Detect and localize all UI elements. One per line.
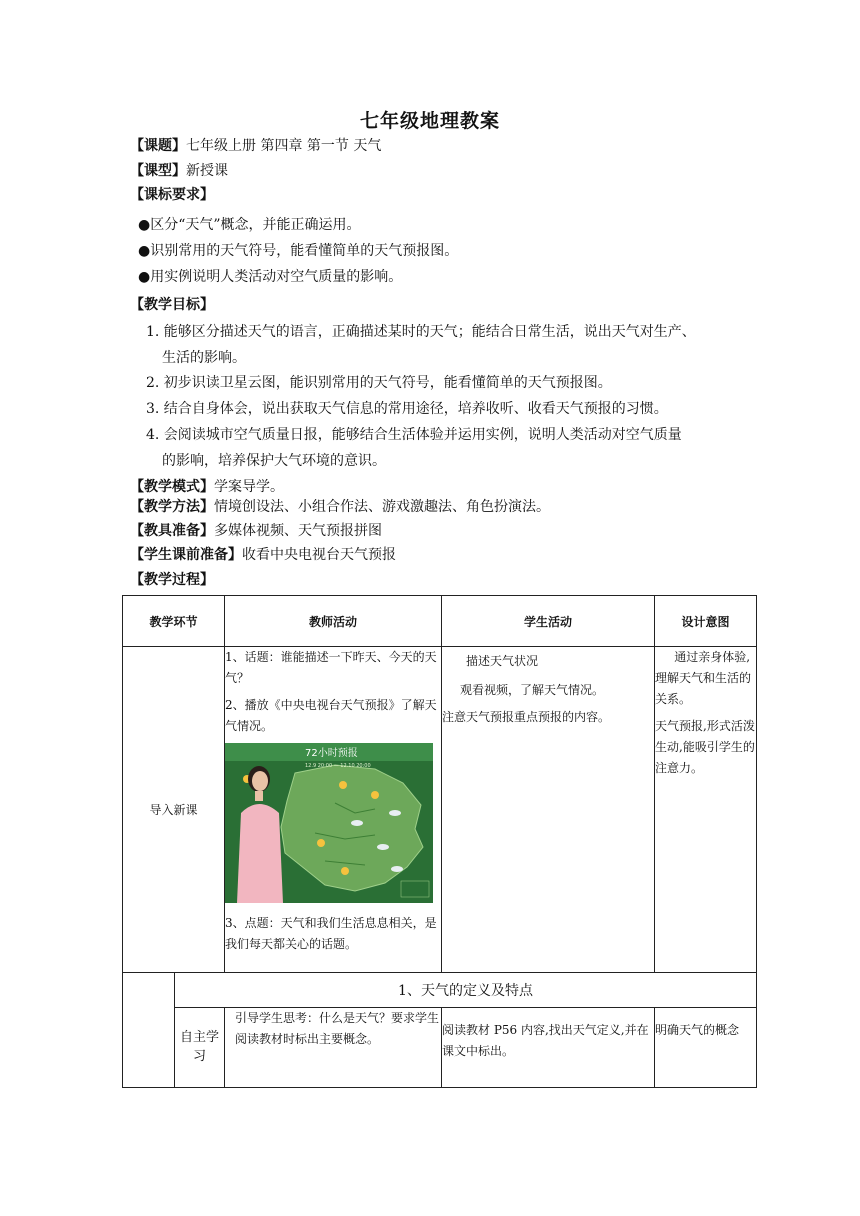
standard-item: ●用实例说明人类活动对空气质量的影响。 — [138, 269, 403, 285]
standard-item: ●识别常用的天气符号，能看懂简单的天气预报图。 — [138, 243, 459, 259]
image-subcaption: 12.9 20:00 — 12.10 20:00 — [305, 763, 371, 769]
mode-line: 【教学模式】学案导学。 — [130, 479, 284, 495]
objectives-heading: 【教学目标】 — [130, 297, 214, 313]
type-line — [130, 162, 228, 180]
design-intent-cell: 通过亲身体验,理解天气和生活的关系。 天气预报,形式活泼生动,能吸引学生的注意力。 — [655, 647, 757, 973]
standards-heading: 【课标要求】 — [130, 187, 214, 203]
topic-value: 七年级上册 第四章 第一节 天气 — [186, 138, 382, 154]
method-line: 【教学方法】情境创设法、小组合作法、游戏激趣法、角色扮演法。 — [130, 499, 550, 515]
header-stage: 教学环节 — [123, 596, 225, 647]
teaching-process-table — [122, 595, 757, 1088]
design-intent-cell: 明确天气的概念 — [655, 1008, 757, 1088]
sub-stage-label: 自主学习 — [175, 1008, 225, 1088]
section-title-row — [123, 973, 757, 1008]
table-header-row — [123, 596, 757, 647]
header-student: 学生活动 — [442, 596, 655, 647]
objective-item: 2. 初步识读卫星云图，能识别常用的天气符号，能看懂简单的天气预报图。 — [146, 375, 612, 391]
objective-item: 4. 会阅读城市空气质量日报，能够结合生活体验并运用实例，说明人类活动对空气质量 的影响，培养保护大气环境的意识。 — [146, 427, 682, 469]
type-value: 新授课 — [186, 163, 228, 179]
stage-cell: 导入新课 — [123, 647, 225, 973]
tools-line: 【教具准备】多媒体视频、天气预报拼图 — [130, 523, 382, 539]
process-heading: 【教学过程】 — [130, 572, 214, 588]
topic-label: 【课题】 — [130, 138, 186, 154]
standard-item: ●区分“天气”概念，并能正确运用。 — [138, 217, 361, 233]
prep-line: 【学生课前准备】收看中央电视台天气预报 — [130, 547, 396, 563]
table-row — [123, 1008, 757, 1088]
header-teacher: 教师活动 — [225, 596, 442, 647]
student-activity-cell: 描述天气状况 观看视频，了解天气情况。 注意天气预报重点预报的内容。 — [442, 647, 655, 973]
table-row — [123, 647, 757, 973]
topic-line — [130, 137, 381, 155]
student-activity-cell: 阅读教材 P56 内容,找出天气定义,并在课文中标出。 — [442, 1008, 655, 1088]
document-title: 七年级地理教案 — [359, 110, 500, 132]
type-label: 【课型】 — [130, 163, 186, 179]
teacher-activity-cell: 引导学生思考：什么是天气？要求学生阅读教材时标出主要概念。 — [225, 1008, 442, 1088]
objective-item: 1. 能够区分描述天气的语言，正确描述某时的天气；能结合日常生活，说出天气对生产、 生活的影响。 — [146, 324, 696, 366]
teacher-activity-cell: 1、话题：谁能描述一下昨天、今天的天气？ 2、播放《中央电视台天气预报》了解天气情况。 72小时预报 12.9 20:00 — 12.10 20:00 3、点题：天气和我们生活息息相关，是我们每天都关心的话题。 — [225, 647, 442, 973]
weather-forecast-image — [225, 743, 433, 903]
image-caption: 72小时预报 — [305, 748, 358, 759]
empty-stage-cell — [123, 973, 175, 1088]
objective-item: 3. 结合自身体会，说出获取天气信息的常用途径，培养收听、收看天气预报的习惯。 — [146, 401, 668, 417]
section-title: 1、天气的定义及特点 — [175, 973, 757, 1008]
header-intent: 设计意图 — [655, 596, 757, 647]
